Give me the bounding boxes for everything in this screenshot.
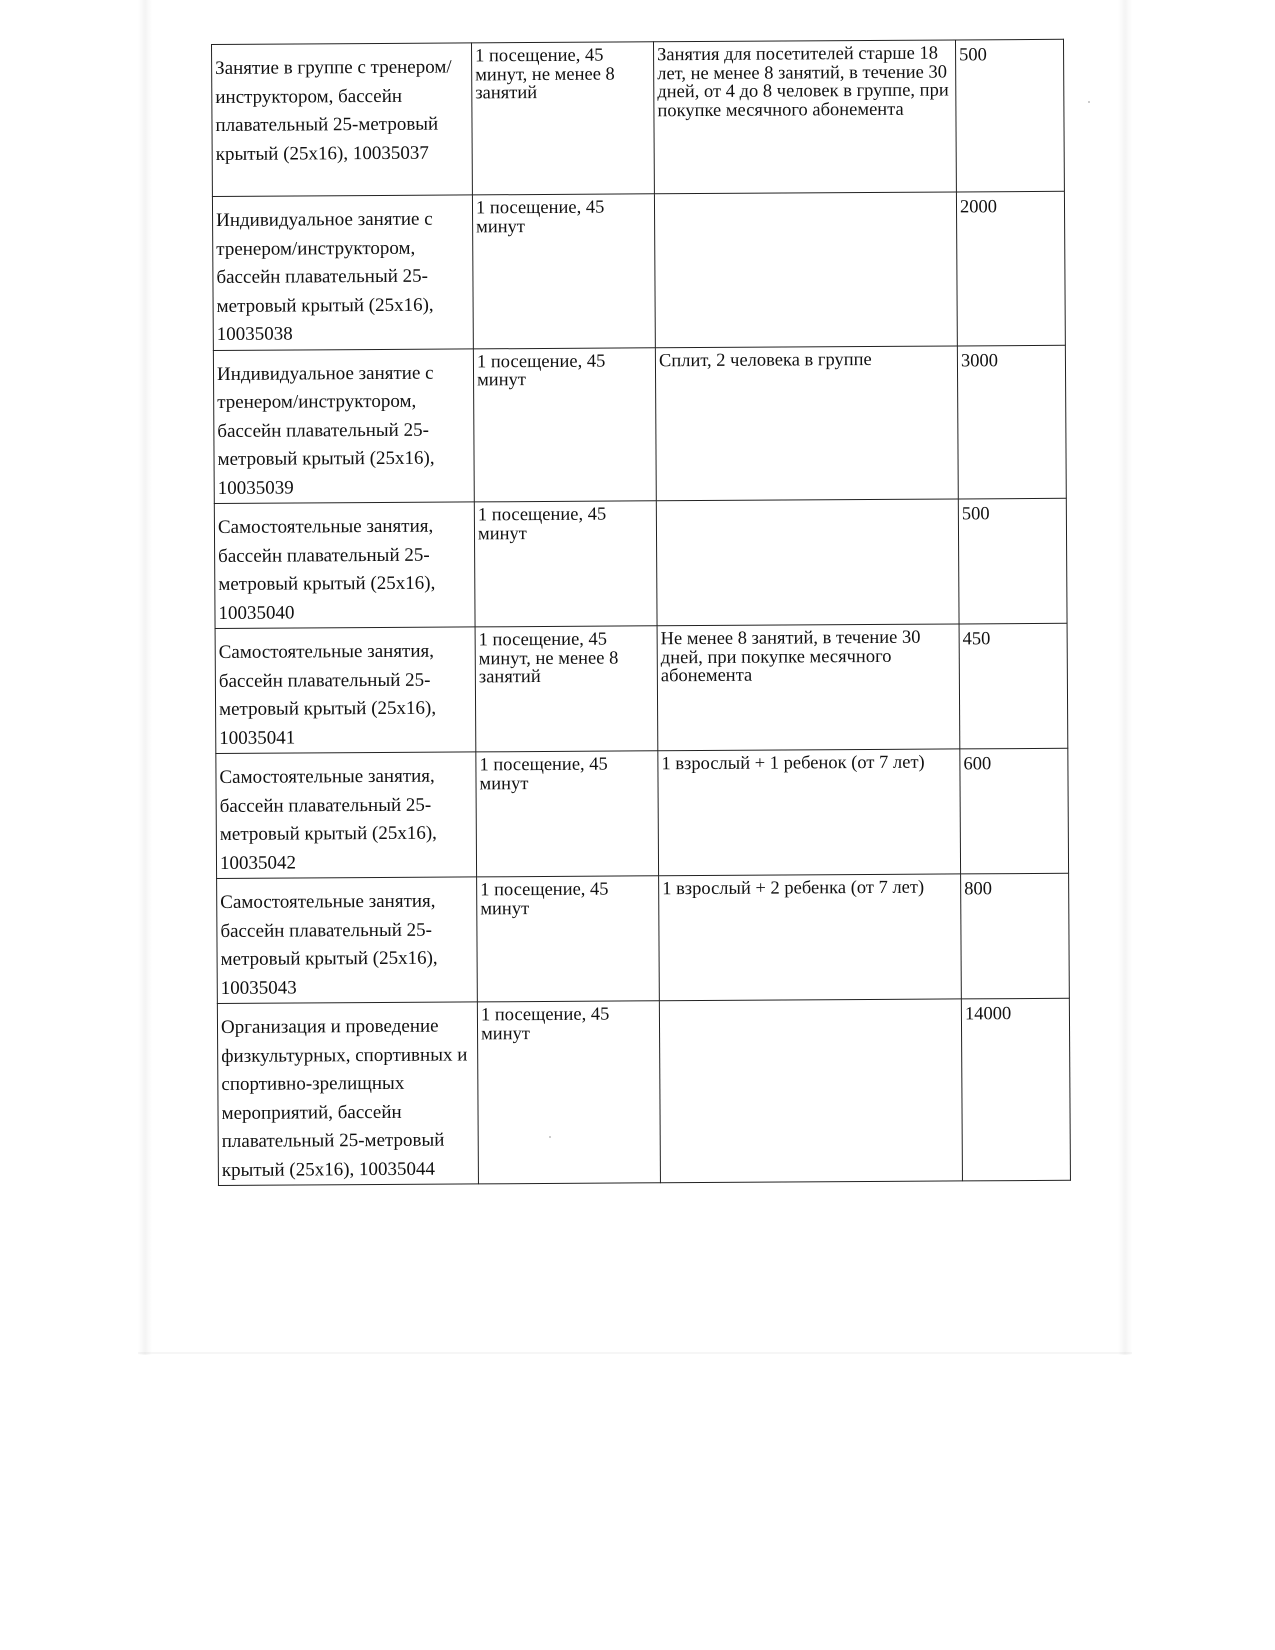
note-cell: Занятия для посетителей старше 18 лет, не менее 8 занятий, в течение 30 дней, от 4 до 8 человек в группе, при покупке месячного абонемента [653, 40, 956, 194]
service-cell: Самостоятельные занятия, бассейн плавательный 25-метровый крытый (25x16), 10035043 [217, 877, 478, 1004]
service-cell: Самостоятельные занятия, бассейн плавательный 25-метровый крытый (25x16), 10035041 [215, 627, 476, 754]
unit-cell: 1 посещение, 45 минут [477, 876, 660, 1002]
unit-cell: 1 посещение, 45 минут, не менее 8 занятий [471, 42, 654, 195]
unit-cell: 1 посещение, 45 минут [474, 501, 657, 627]
note-cell [654, 192, 957, 347]
table-row [216, 748, 1069, 878]
service-cell: Индивидуальное занятие с тренером/инструктором, бассейн плавательный 25-метровый крытый (25x16), 10035038 [212, 195, 473, 350]
note-cell: Сплит, 2 человека в группе [655, 345, 958, 500]
service-cell: Индивидуальное занятие с тренером/инструктором, бассейн плавательный 25-метровый крытый (25x16), 10035039 [213, 348, 474, 503]
service-cell: Самостоятельные занятия, бассейн плавательный 25-метровый крытый (25x16), 10035040 [214, 502, 475, 629]
table-row [213, 345, 1066, 504]
service-cell: Самостоятельные занятия, бассейн плавательный 25-метровый крытый (25x16), 10035042 [216, 752, 477, 879]
table-row [212, 39, 1065, 196]
price-cell: 3000 [957, 345, 1066, 499]
note-cell [659, 999, 962, 1183]
note-cell: Не менее 8 занятий, в течение 30 дней, при покупке месячного абонемента [657, 624, 960, 751]
unit-cell: 1 посещение, 45 минут [477, 1001, 660, 1184]
price-cell: 450 [959, 623, 1068, 749]
note-cell: 1 взрослый + 2 ребенка (от 7 лет) [659, 874, 962, 1001]
table-row [212, 191, 1065, 350]
service-cell: Занятие в группе с тренером/инструктором, бассейн плавательный 25-метровый крытый (25x16), 10035037 [212, 43, 473, 197]
price-cell: 800 [961, 873, 1070, 999]
unit-cell: 1 посещение, 45 минут [473, 347, 656, 502]
service-cell: Организация и проведение физкультурных, спортивных и спортивно-зрелищных мероприятий, бассейн плавательный 25-метровый крытый (25x16), 10035044 [217, 1002, 478, 1186]
scan-right-edge [1118, 0, 1132, 1355]
note-cell [656, 499, 959, 626]
scan-speck [1088, 101, 1090, 103]
note-cell: 1 взрослый + 1 ребенок (от 7 лет) [658, 749, 961, 876]
table-row [217, 998, 1070, 1185]
unit-cell: 1 посещение, 45 минут [472, 194, 655, 349]
price-cell: 2000 [956, 191, 1065, 345]
price-cell: 500 [958, 498, 1067, 624]
price-table [211, 39, 1071, 1186]
scan-left-edge [138, 0, 152, 1355]
table-row [215, 623, 1068, 753]
table-row [214, 498, 1067, 628]
price-cell: 600 [960, 748, 1069, 874]
unit-cell: 1 посещение, 45 минут [476, 751, 659, 877]
price-cell: 14000 [961, 998, 1070, 1181]
scan-bottom-edge [138, 1352, 1132, 1354]
unit-cell: 1 посещение, 45 минут, не менее 8 занятий [475, 626, 658, 752]
price-cell: 500 [955, 39, 1064, 192]
table-row [217, 873, 1070, 1003]
